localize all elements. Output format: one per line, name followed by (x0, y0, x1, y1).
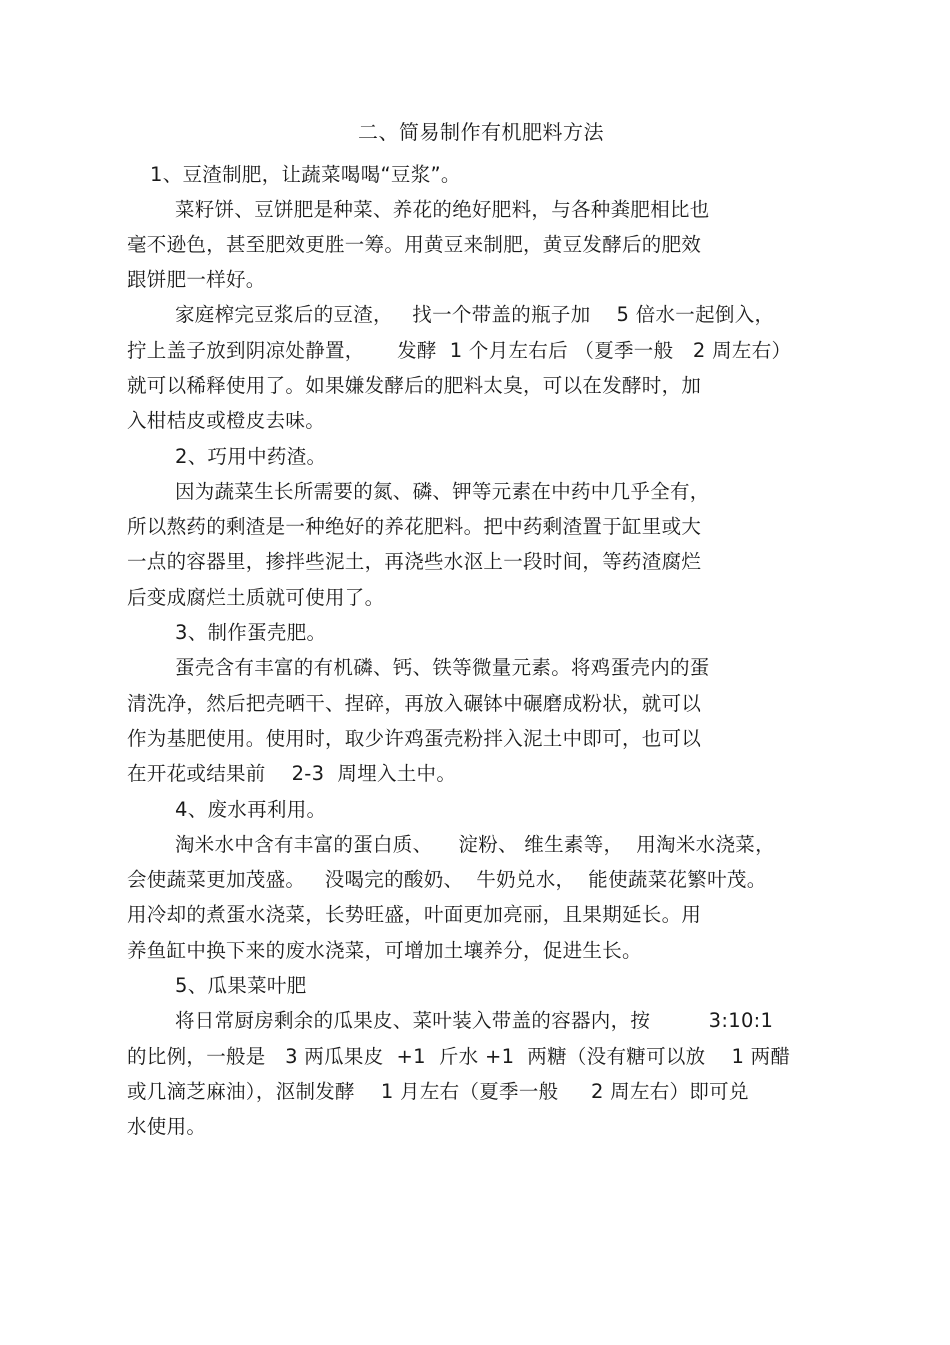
paragraph-line: 的比例，一般是 3 两瓜果皮 +1 斤水 +1 两糖（没有糖可以放 1 两醋 (127, 1045, 791, 1068)
page-title: 二、简易制作有机肥料方法 (358, 120, 604, 144)
paragraph-line: 养鱼缸中换下来的废水浇菜，可增加土壤养分，促进生长。 (127, 939, 642, 962)
paragraph-line: 用冷却的煮蛋水浇菜，长势旺盛，叶面更加亮丽，且果期延长。用 (127, 903, 702, 926)
paragraph-line: 淘米水中含有丰富的蛋白质、 淀粉、 维生素等， 用淘米水浇菜， (175, 833, 775, 856)
paragraph-line: 家庭榨完豆浆后的豆渣， 找一个带盖的瓶子加 5 倍水一起倒入， (175, 303, 775, 326)
paragraph-line: 毫不逊色，甚至肥效更胜一筹。用黄豆来制肥，黄豆发酵后的肥效 (127, 233, 702, 256)
section-heading-2: 2、巧用中药渣。 (175, 445, 327, 468)
paragraph-line: 蛋壳含有丰富的有机磷、钙、铁等微量元素。将鸡蛋壳内的蛋 (175, 656, 710, 679)
paragraph-line: 在开花或结果前 2-3 周埋入土中。 (127, 762, 457, 785)
section-heading-5: 5、瓜果菜叶肥 (175, 974, 307, 997)
paragraph-line: 跟饼肥一样好。 (127, 268, 266, 291)
paragraph-line: 一点的容器里，掺拌些泥土，再浇些水沤上一段时间，等药渣腐烂 (127, 550, 702, 573)
paragraph-line: 水使用。 (127, 1115, 207, 1138)
section-heading-4: 4、废水再利用。 (175, 798, 327, 821)
paragraph-line: 菜籽饼、豆饼肥是种菜、养花的绝好肥料，与各种粪肥相比也 (175, 198, 710, 221)
paragraph-line: 就可以稀释使用了。如果嫌发酵后的肥料太臭，可以在发酵时，加 (127, 374, 702, 397)
paragraph-line: 入柑桔皮或橙皮去味。 (127, 409, 326, 432)
paragraph-line: 后变成腐烂土质就可使用了。 (127, 586, 385, 609)
paragraph-line: 作为基肥使用。使用时，取少许鸡蛋壳粉拌入泥土中即可，也可以 (127, 727, 702, 750)
paragraph-line: 所以熬药的剩渣是一种绝好的养花肥料。把中药剩渣置于缸里或大 (127, 515, 702, 538)
paragraph-line: 将日常厨房剩余的瓜果皮、菜叶装入带盖的容器内，按 3:10:1 (175, 1009, 774, 1032)
paragraph-line: 拧上盖子放到阴凉处静置， 发酵 1 个月左右后 （夏季一般 2 周左右） (127, 339, 792, 362)
paragraph-line: 清洗净，然后把壳晒干、捏碎，再放入碾钵中碾磨成粉状，就可以 (127, 692, 702, 715)
paragraph-line: 或几滴芝麻油），沤制发酵 1 月左右（夏季一般 2 周左右）即可兑 (127, 1080, 749, 1103)
paragraph-line: 因为蔬菜生长所需要的氮、磷、钾等元素在中药中几乎全有， (175, 480, 710, 503)
paragraph-line: 会使蔬菜更加茂盛。 没喝完的酸奶、 牛奶兑水， 能使蔬菜花繁叶茂。 (127, 868, 767, 891)
section-heading-1: 1、豆渣制肥，让蔬菜喝喝“豆浆”。 (150, 163, 461, 186)
section-heading-3: 3、制作蛋壳肥。 (175, 621, 327, 644)
